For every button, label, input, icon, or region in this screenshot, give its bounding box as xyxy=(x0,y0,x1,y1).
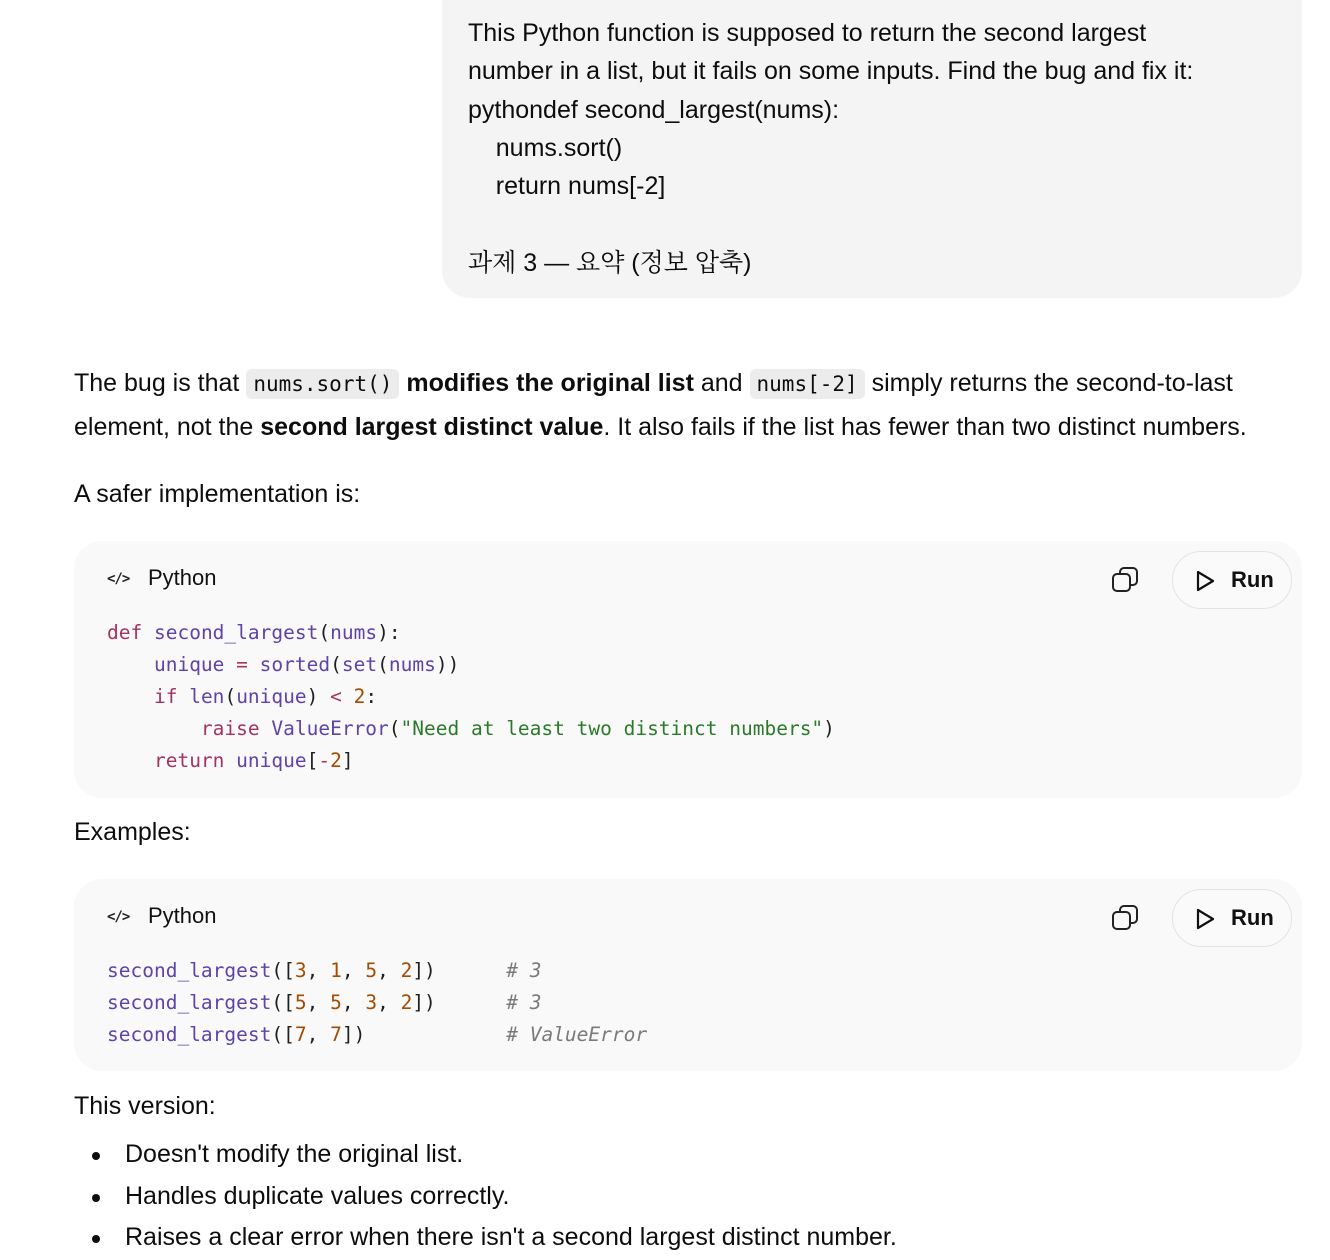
code-line: raise ValueError("Need at least two distinct numbers") xyxy=(200,717,835,740)
run-button[interactable] xyxy=(1172,551,1292,609)
user-message-line: 과제 3 — 요약 (정보 압축) xyxy=(468,248,752,277)
user-message-line: return nums[-2] xyxy=(468,172,666,201)
inline-code: nums.sort() xyxy=(246,369,399,399)
run-button-label: Run xyxy=(1231,567,1274,592)
code-icon: </> xyxy=(107,909,130,925)
answer-paragraph-intro: A safer implementation is: xyxy=(74,480,361,508)
copy-button[interactable] xyxy=(1110,565,1140,595)
run-button-label: Run xyxy=(1231,905,1274,930)
inline-code: nums[-2] xyxy=(750,369,865,399)
list-item: Doesn't modify the original list. xyxy=(74,1134,897,1176)
user-message-line: number in a list, but it fails on some inputs. Find the bug and fix it: xyxy=(468,57,1194,86)
copy-icon xyxy=(1110,565,1140,595)
user-message-line: This Python function is supposed to return the second largest xyxy=(468,19,1147,47)
code-line: second_largest([5, 5, 3, 2]) # 3 xyxy=(107,991,542,1014)
text: and xyxy=(693,369,750,397)
code-content xyxy=(107,955,647,1051)
copy-button[interactable] xyxy=(1110,903,1140,933)
code-line: def second_largest(nums): xyxy=(107,621,401,644)
summary-bullet-list xyxy=(74,1134,897,1259)
code-language-label: Python xyxy=(148,903,217,928)
user-message-blank-line xyxy=(468,205,1276,243)
code-block xyxy=(74,879,1302,1071)
user-message-line: pythondef second_largest(nums): xyxy=(468,95,840,124)
code-icon: </> xyxy=(107,571,130,587)
text: . It also fails if the list has fewer than two distinct numbers. xyxy=(603,413,1247,441)
bold-text: modifies the original list xyxy=(406,369,694,397)
code-line: if len(unique) < 2: xyxy=(153,685,378,708)
code-line: return unique[-2] xyxy=(153,749,354,772)
play-icon xyxy=(1194,569,1216,593)
play-icon xyxy=(1194,907,1216,931)
code-block xyxy=(74,541,1302,798)
bold-text: second largest distinct value xyxy=(260,413,604,441)
code-line: second_largest([7, 7]) # ValueError xyxy=(107,1023,648,1046)
list-item: Handles duplicate values correctly. xyxy=(74,1176,897,1218)
text: simply returns the second-to-last element, not the xyxy=(74,369,1233,441)
answer-paragraph-bug xyxy=(74,362,1314,449)
text: The bug is that xyxy=(74,369,247,397)
code-line: unique = sorted(set(nums)) xyxy=(153,653,460,676)
code-content xyxy=(107,617,835,777)
run-button[interactable] xyxy=(1172,889,1292,947)
code-line: second_largest([3, 1, 5, 2]) # 3 xyxy=(107,959,542,982)
copy-icon xyxy=(1110,903,1140,933)
answer-paragraph-examples: Examples: xyxy=(74,818,191,846)
list-item: Raises a clear error when there isn't a second largest distinct number. xyxy=(74,1217,897,1259)
code-language-label: Python xyxy=(148,565,217,590)
user-message-line: nums.sort() xyxy=(468,133,623,162)
user-message-bubble xyxy=(442,0,1302,298)
answer-paragraph-summary: This version: xyxy=(74,1092,216,1120)
